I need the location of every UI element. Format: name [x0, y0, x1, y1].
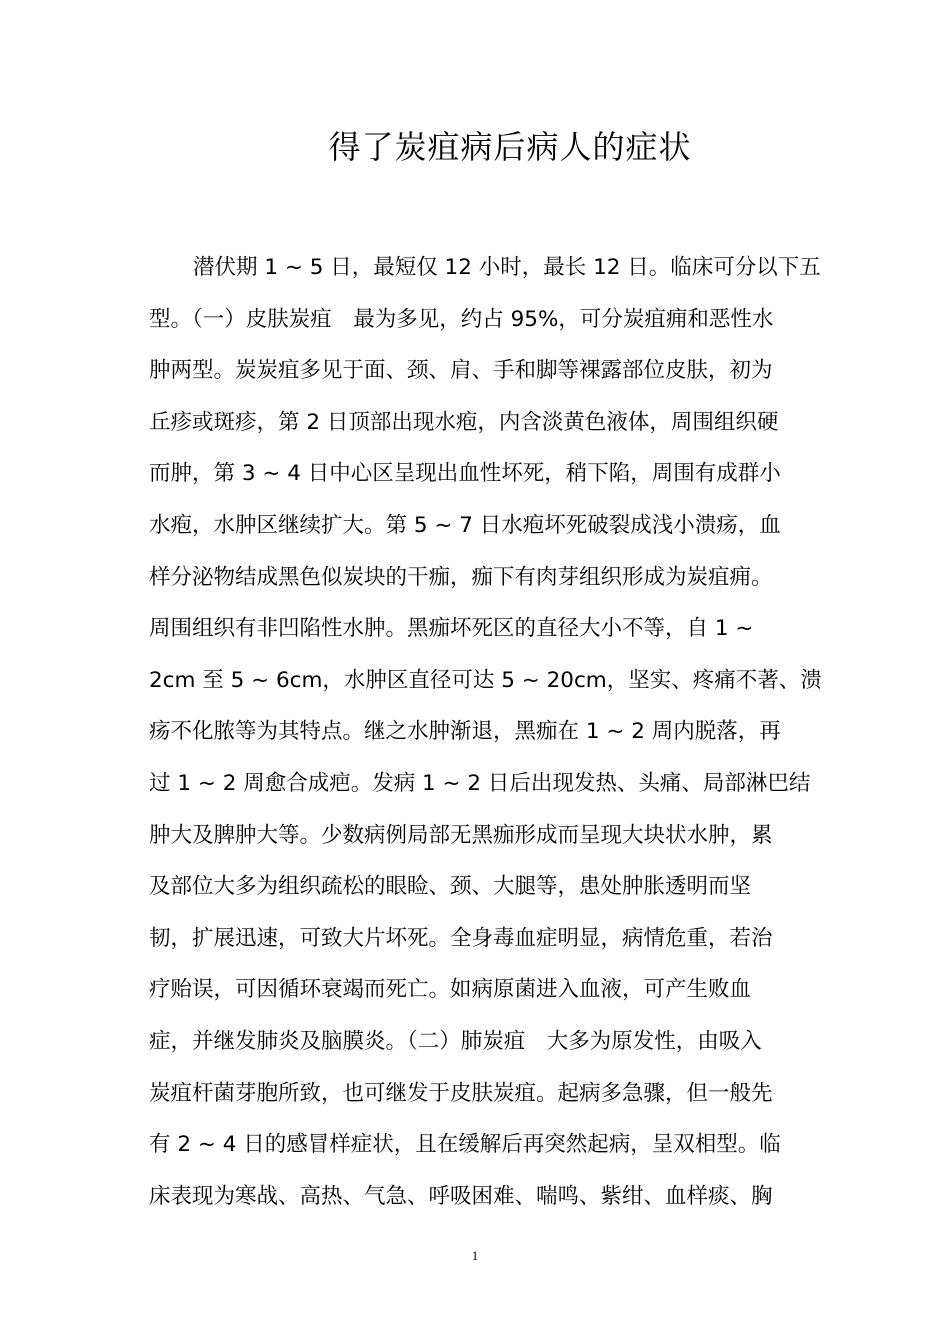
body-line: 有 2 ~ 4 日的感冒样症状，且在缓解后再突然起病，呈双相型。临	[149, 1132, 781, 1158]
page-number: 1	[471, 1248, 479, 1263]
document-body	[149, 248, 822, 1228]
body-line: 2cm 至 5 ~ 6cm，水肿区直径可达 5 ~ 20cm，坚实、疼痛不著、溃	[149, 667, 822, 693]
body-line: 样分泌物结成黑色似炭块的干痂，痂下有肉芽组织形成为炭疽痈。	[149, 564, 773, 590]
body-line: 水疱，水肿区继续扩大。第 5 ~ 7 日水疱坏死破裂成浅小溃疡，血	[149, 512, 781, 538]
body-line: 型。（一）皮肤炭疽 最为多见，约占 95%，可分炭疽痈和恶性水	[149, 306, 774, 332]
body-line: 丘疹或斑疹，第 2 日顶部出现水疱，内含淡黄色液体，周围组织硬	[149, 409, 779, 435]
body-line: 肿大及脾肿大等。少数病例局部无黑痂形成而呈现大块状水肿，累	[149, 822, 773, 848]
body-line: 及部位大多为组织疏松的眼睑、颈、大腿等，患处肿胀透明而坚	[149, 874, 752, 900]
body-line: 潜伏期 1 ~ 5 日，最短仅 12 小时，最长 12 日。临床可分以下五	[193, 255, 821, 280]
body-line: 炭疽杆菌芽胞所致，也可继发于皮肤炭疽。起病多急骤，但一般先	[149, 1080, 773, 1106]
body-line: 周围组织有非凹陷性水肿。黑痂坏死区的直径大小不等，自 1 ~	[149, 616, 754, 642]
body-line: 疡不化脓等为其特点。继之水肿渐退，黑痂在 1 ~ 2 周内脱落，再	[149, 719, 781, 745]
body-line: 韧，扩展迅速，可致大片坏死。全身毒血症明显，病情危重，若治	[149, 925, 773, 951]
body-line: 症，并继发肺炎及脑膜炎。（二）肺炭疽 大多为原发性，由吸入	[149, 1028, 762, 1054]
body-line: 肿两型。炭炭疽多见于面、颈、肩、手和脚等裸露部位皮肤，初为	[149, 358, 773, 384]
document-title: 得了炭疽病后病人的症状	[328, 128, 692, 166]
body-line: 床表现为寒战、高热、气急、呼吸困难、喘鸣、紫绀、血样痰、胸	[149, 1183, 773, 1209]
body-line: 过 1 ~ 2 周愈合成疤。发病 1 ~ 2 日后出现发热、头痛、局部淋巴结	[149, 770, 811, 796]
body-line: 疗贻误，可因循环衰竭而死亡。如病原菌进入血液，可产生败血	[149, 977, 752, 1003]
body-line: 而肿，第 3 ~ 4 日中心区呈现出血性坏死，稍下陷，周围有成群小	[149, 461, 781, 487]
